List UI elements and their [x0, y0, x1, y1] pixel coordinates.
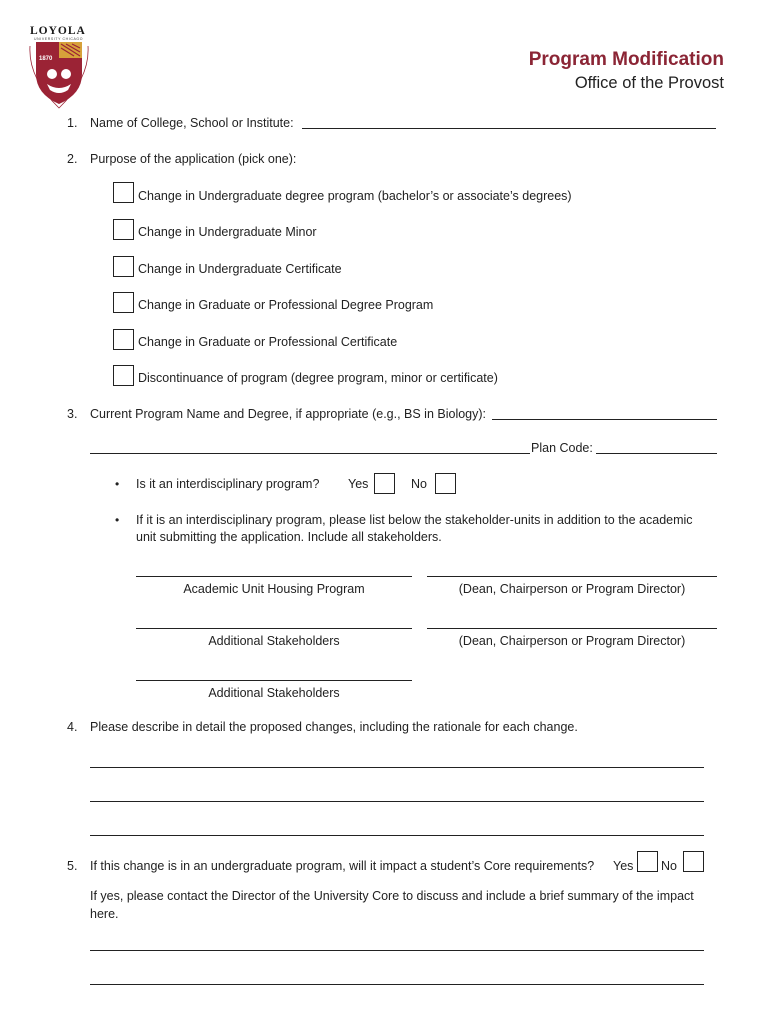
q2-label: Purpose of the application (pick one):: [90, 152, 297, 166]
core-note-line-1: If yes, please contact the Director of the University Core to discuss and include a brief summary of the impact: [90, 889, 694, 903]
logo-subline: UNIVERSITY CHICAGO: [34, 37, 84, 41]
signature-line-housing-unit[interactable]: [136, 576, 412, 577]
signature-caption-director-1: (Dean, Chairperson or Program Director): [458, 582, 686, 596]
core-note-line-2: here.: [90, 907, 119, 921]
bullet-icon: •: [115, 477, 120, 491]
option-undergrad-minor-label: Change in Undergraduate Minor: [138, 225, 317, 239]
logo-wordmark: LOYOLA: [30, 25, 86, 37]
core-yes-label: Yes: [613, 859, 634, 873]
core-no-checkbox[interactable]: [683, 851, 704, 872]
interdisciplinary-yes-checkbox[interactable]: [374, 473, 395, 494]
q1-number: 1.: [67, 116, 78, 130]
stakeholders-instruction-1: If it is an interdisciplinary program, please list below the stakeholder-units in addition to the academic: [136, 513, 693, 527]
option-discontinuance-checkbox[interactable]: [113, 365, 134, 386]
option-undergrad-degree-checkbox[interactable]: [113, 182, 134, 203]
q3-program-name-line-2[interactable]: [90, 453, 530, 454]
stakeholders-instruction-2: unit submitting the application. Include all stakeholders.: [136, 530, 442, 544]
q5-answer-line-2[interactable]: [90, 984, 704, 985]
q4-number: 4.: [67, 720, 78, 734]
signature-caption-stakeholder-1: Additional Stakeholders: [208, 634, 340, 648]
q3-program-name-line[interactable]: [492, 419, 717, 420]
option-undergrad-degree-label: Change in Undergraduate degree program (bachelor’s or associate’s degrees): [138, 189, 572, 203]
interdisciplinary-yes-label: Yes: [348, 477, 369, 491]
crest-icon: [28, 38, 90, 110]
q5-label: If this change is in an undergraduate program, will it impact a student’s Core requirements?: [90, 859, 595, 873]
option-grad-certificate-label: Change in Graduate or Professional Certificate: [138, 335, 398, 349]
q3-label: Current Program Name and Degree, if appropriate (e.g., BS in Biology):: [90, 407, 487, 421]
signature-caption-housing-unit: Academic Unit Housing Program: [183, 582, 365, 596]
option-undergrad-certificate-checkbox[interactable]: [113, 256, 134, 277]
core-no-label: No: [661, 859, 677, 873]
q5-number: 5.: [67, 859, 78, 873]
document-title: Program Modification: [528, 49, 724, 70]
option-undergrad-certificate-label: Change in Undergraduate Certificate: [138, 262, 342, 276]
university-logo: [28, 26, 88, 98]
option-grad-certificate-checkbox[interactable]: [113, 329, 134, 350]
q4-answer-line-2[interactable]: [90, 801, 704, 802]
option-grad-degree-checkbox[interactable]: [113, 292, 134, 313]
option-grad-degree-label: Change in Graduate or Professional Degree Program: [138, 298, 434, 312]
option-discontinuance-label: Discontinuance of program (degree program, minor or certificate): [138, 371, 498, 385]
bullet-icon: •: [115, 513, 120, 527]
signature-line-director-1[interactable]: [427, 576, 717, 577]
plan-code-line[interactable]: [596, 453, 717, 454]
document-subtitle: Office of the Provost: [574, 74, 724, 92]
q4-answer-line-1[interactable]: [90, 767, 704, 768]
interdisciplinary-no-checkbox[interactable]: [435, 473, 456, 494]
signature-line-stakeholder-2[interactable]: [136, 680, 412, 681]
signature-caption-stakeholder-2: Additional Stakeholders: [208, 686, 340, 700]
signature-line-stakeholder-1[interactable]: [136, 628, 412, 629]
q4-answer-line-3[interactable]: [90, 835, 704, 836]
q3-number: 3.: [67, 407, 78, 421]
crest-year: 1870: [39, 56, 53, 62]
core-yes-checkbox[interactable]: [637, 851, 658, 872]
interdisciplinary-no-label: No: [411, 477, 427, 491]
q5-answer-line-1[interactable]: [90, 950, 704, 951]
option-undergrad-minor-checkbox[interactable]: [113, 219, 134, 240]
plan-code-label: Plan Code:: [531, 441, 593, 455]
q1-answer-line[interactable]: [302, 128, 716, 129]
q2-number: 2.: [67, 152, 78, 166]
interdisciplinary-question: Is it an interdisciplinary program?: [136, 477, 320, 491]
signature-line-director-2[interactable]: [427, 628, 717, 629]
q4-label: Please describe in detail the proposed changes, including the rationale for each change.: [90, 720, 578, 734]
signature-caption-director-2: (Dean, Chairperson or Program Director): [458, 634, 686, 648]
q1-label: Name of College, School or Institute:: [90, 116, 294, 130]
